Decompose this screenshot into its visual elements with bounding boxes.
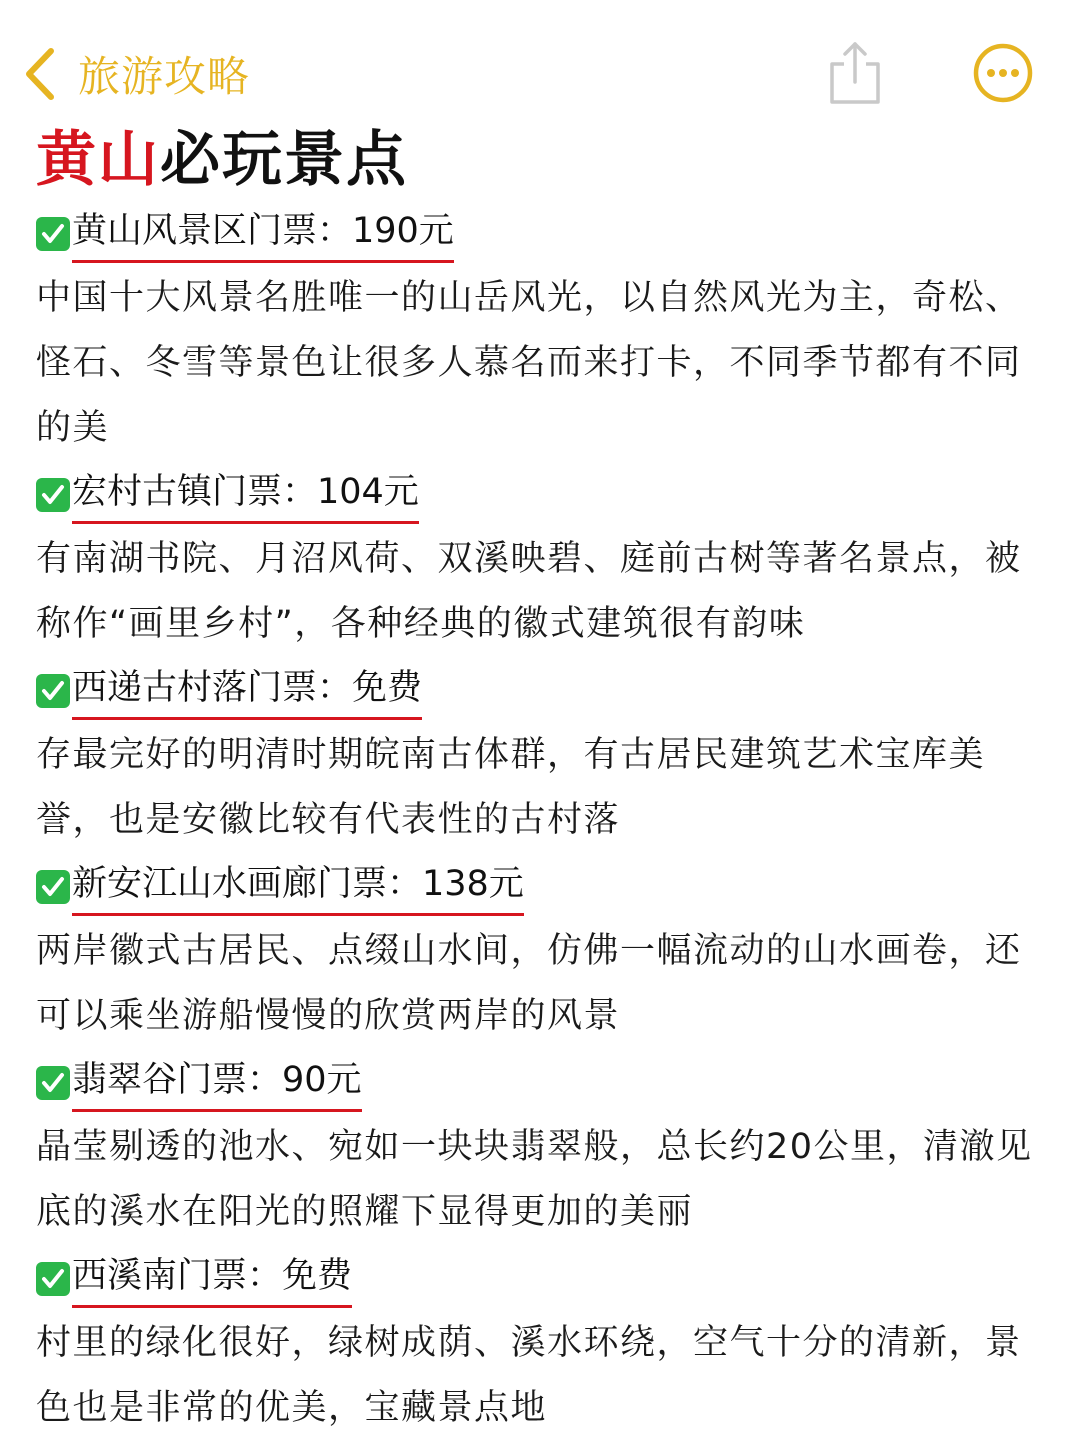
spot-list xyxy=(36,200,1048,1441)
title-rest: 必玩景点 xyxy=(160,125,408,195)
spot-heading xyxy=(36,855,1048,919)
chevron-left-icon xyxy=(18,42,62,106)
spot-description: 存最完好的明清时期皖南古体群，有古居民建筑艺术宝库美誉，也是安徽比较有代表性的古村落 xyxy=(36,735,986,840)
spot-item xyxy=(36,1051,1048,1245)
back-label: 旅游攻略 xyxy=(78,52,251,101)
more-icon xyxy=(972,89,1034,108)
back-button[interactable] xyxy=(18,42,250,106)
spot-heading xyxy=(36,1247,1048,1311)
spot-heading-text: 宏村古镇门票：104元 xyxy=(72,467,419,524)
checkmark-icon xyxy=(36,1066,70,1100)
spot-description: 中国十大风景名胜唯一的山岳风光，以自然风光为主，奇松、怪石、冬雪等景色让很多人慕名而来打卡，不同季节都有不同的美 xyxy=(36,278,1022,448)
spot-item xyxy=(36,1247,1048,1441)
checkmark-icon xyxy=(36,217,70,251)
spot-heading-text: 新安江山水画廊门票：138元 xyxy=(72,859,524,916)
share-button[interactable] xyxy=(826,40,884,106)
spot-description: 有南湖书院、月沼风荷、双溪映碧、庭前古树等著名景点，被称作“画里乡村”，各种经典的徽式建筑很有韵味 xyxy=(36,539,1022,644)
checkmark-icon xyxy=(36,478,70,512)
spot-heading-text: 黄山风景区门票：190元 xyxy=(72,206,454,263)
spot-heading xyxy=(36,1051,1048,1115)
spot-description: 两岸徽式古居民、点缀山水间，仿佛一幅流动的山水画卷，还可以乘坐游船慢慢的欣赏两岸的风景 xyxy=(36,931,1022,1036)
spot-heading-text: 翡翠谷门票：90元 xyxy=(72,1055,362,1112)
spot-item xyxy=(36,463,1048,657)
top-nav-bar xyxy=(0,0,1080,130)
page-title xyxy=(36,120,408,200)
spot-description: 晶莹剔透的池水、宛如一块块翡翠般，总长约20公里，清澈见底的溪水在阳光的照耀下显得更加的美丽 xyxy=(36,1127,1033,1232)
spot-heading-text: 西递古村落门票：免费 xyxy=(72,663,422,720)
checkmark-icon xyxy=(36,870,70,904)
checkmark-icon xyxy=(36,1262,70,1296)
spot-item xyxy=(36,855,1048,1049)
spot-heading xyxy=(36,659,1048,723)
share-icon xyxy=(826,91,884,110)
spot-item xyxy=(36,202,1048,461)
spot-item xyxy=(36,659,1048,853)
title-highlight: 黄山 xyxy=(36,125,160,195)
spot-heading xyxy=(36,202,1048,266)
spot-heading xyxy=(36,463,1048,527)
spot-description: 村里的绿化很好，绿树成荫、溪水环绕，空气十分的清新，景色也是非常的优美，宝藏景点地 xyxy=(36,1323,1022,1428)
more-button[interactable] xyxy=(972,42,1034,104)
checkmark-icon xyxy=(36,674,70,708)
spot-heading-text: 西溪南门票：免费 xyxy=(72,1251,352,1308)
